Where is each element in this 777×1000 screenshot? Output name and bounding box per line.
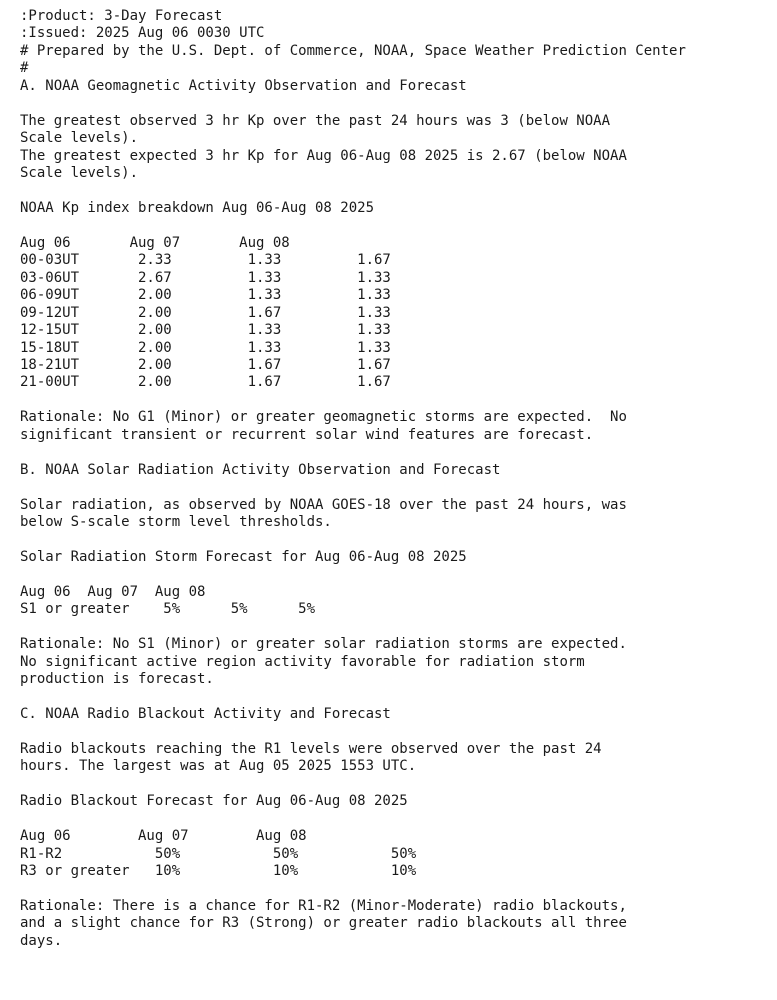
document-line: 00-03UT 2.33 1.33 1.67 [20, 252, 391, 269]
document-line: The greatest observed 3 hr Kp over the past 24 hours was 3 (below NOAA [20, 112, 611, 129]
document-line: Scale levels). [20, 130, 139, 147]
document-line: # Prepared by the U.S. Dept. of Commerce, NOAA, Space Weather Prediction Center [20, 42, 686, 59]
document-line: # [20, 60, 29, 77]
document-line: Solar Radiation Storm Forecast for Aug 06-Aug 08 2025 [20, 548, 467, 565]
document-line: Rationale: There is a chance for R1-R2 (Minor-Moderate) radio blackouts, [20, 897, 627, 914]
document-line: 09-12UT 2.00 1.67 1.33 [20, 304, 391, 321]
document-line: Scale levels). [20, 165, 139, 182]
document-line: Radio blackouts reaching the R1 levels were observed over the past 24 [20, 740, 602, 757]
document-line: Aug 06 Aug 07 Aug 08 [20, 234, 290, 251]
document-line: S1 or greater 5% 5% 5% [20, 601, 316, 618]
document-line: :Product: 3-Day Forecast [20, 8, 223, 24]
document-line: Aug 06 Aug 07 Aug 08 [20, 583, 206, 600]
document-line: days. [20, 932, 63, 949]
document-line: NOAA Kp index breakdown Aug 06-Aug 08 2025 [20, 199, 375, 216]
document-line: Solar radiation, as observed by NOAA GOES-18 over the past 24 hours, was [20, 496, 627, 513]
document-line: 03-06UT 2.67 1.33 1.33 [20, 269, 391, 286]
document-line: 18-21UT 2.00 1.67 1.67 [20, 357, 391, 373]
document-line: C. NOAA Radio Blackout Activity and Forecast [20, 706, 391, 722]
document-line: No significant active region activity favorable for radiation storm [20, 653, 585, 670]
document-line: significant transient or recurrent solar wind features are forecast. [20, 426, 594, 443]
document-line: 06-09UT 2.00 1.33 1.33 [20, 287, 391, 304]
document-line: hours. The largest was at Aug 05 2025 1553 UTC. [20, 758, 417, 775]
document-line: The greatest expected 3 hr Kp for Aug 06-Aug 08 2025 is 2.67 (below NOAA [20, 147, 627, 164]
document-line: production is forecast. [20, 671, 214, 688]
document-line: R3 or greater 10% 10% 10% [20, 863, 417, 880]
document-line: Aug 06 Aug 07 Aug 08 [20, 828, 307, 845]
document-line: Rationale: No S1 (Minor) or greater solar radiation storms are expected. [20, 636, 627, 653]
document-line: 21-00UT 2.00 1.67 1.67 [20, 374, 391, 391]
document-line: Radio Blackout Forecast for Aug 06-Aug 08 2025 [20, 793, 408, 810]
document-line: B. NOAA Solar Radiation Activity Observation and Forecast [20, 461, 501, 478]
document-line: 12-15UT 2.00 1.33 1.33 [20, 322, 391, 339]
document-line: A. NOAA Geomagnetic Activity Observation and Forecast [20, 77, 467, 94]
document-line: Rationale: No G1 (Minor) or greater geomagnetic storms are expected. No [20, 409, 627, 426]
document-line: R1-R2 50% 50% 50% [20, 845, 417, 862]
document-line: :Issued: 2025 Aug 06 0030 UTC [20, 25, 265, 42]
document-line: and a slight chance for R3 (Strong) or greater radio blackouts all three [20, 915, 627, 932]
document-line: below S-scale storm level thresholds. [20, 514, 332, 531]
document-line: 15-18UT 2.00 1.33 1.33 [20, 339, 391, 356]
